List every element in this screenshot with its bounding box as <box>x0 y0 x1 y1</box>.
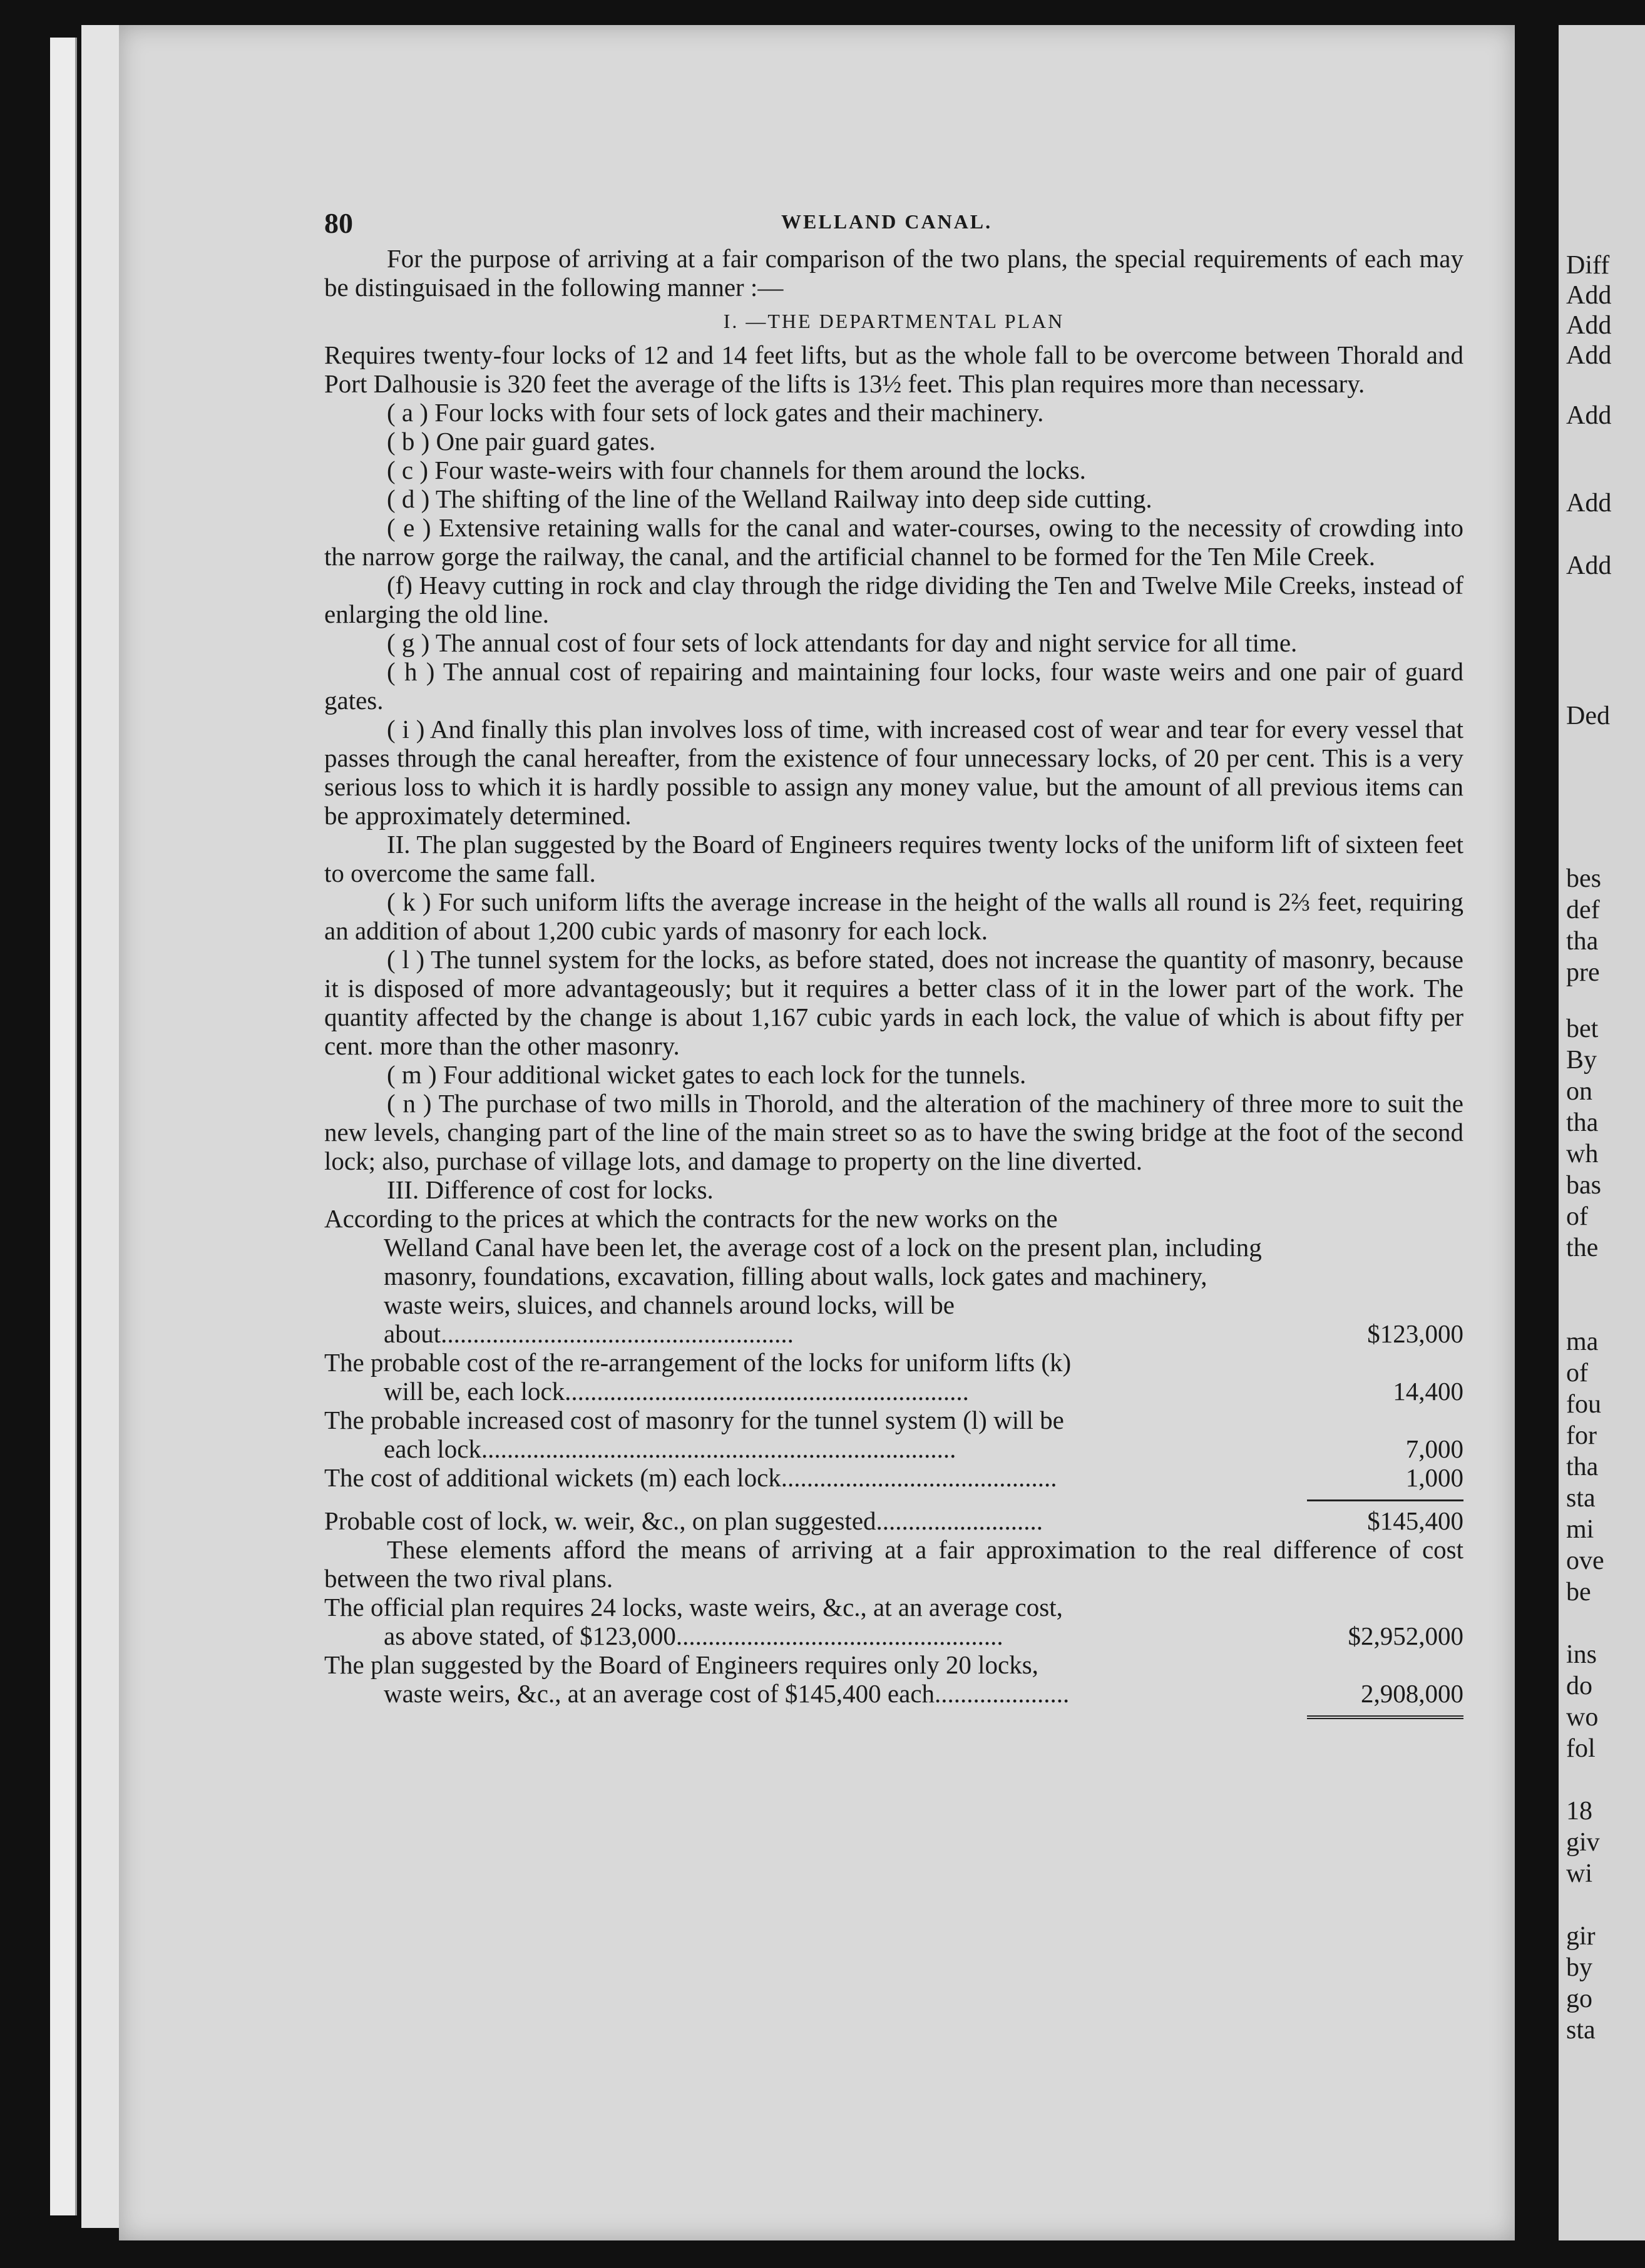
section-heading: I. —THE DEPARTMENTAL PLAN <box>723 310 1065 332</box>
fragment: ma <box>1566 1327 1599 1356</box>
fragment: Add <box>1566 311 1612 340</box>
list-item: ( h ) The annual cost of repairing and maintaining four locks, four waste weirs and one pair of guard gates. <box>324 657 1463 715</box>
page-number: 80 <box>324 207 353 239</box>
cost-amount: 7,000 <box>1405 1434 1463 1463</box>
fragment: fol <box>1566 1734 1596 1763</box>
cost-label: The cost of additional wickets (m) each lock........................................... <box>324 1463 1057 1492</box>
fragment: go <box>1566 1984 1592 2013</box>
list-item: ( n ) The purchase of two mills in Thorold, and the alteration of the machinery of three more to suit the new levels, changing part of the line of the main street so as to have the swing bridge at the foot of the second lock; also, purchase of village lots, and damage to property on the line diverted. <box>324 1089 1463 1175</box>
page-header <box>324 207 1463 244</box>
list-item: ( c ) Four waste-weirs with four channels for them around the locks. <box>387 456 1086 484</box>
comparison-label: The plan suggested by the Board of Engineers requires only 20 locks, <box>324 1650 1038 1679</box>
fragment: Add <box>1566 489 1612 518</box>
comparison-row <box>324 1650 1463 1679</box>
fragment: wo <box>1566 1703 1599 1732</box>
fragment: the <box>1566 1234 1599 1262</box>
list-item: ( a ) Four locks with four sets of lock gates and their machinery. <box>387 398 1044 427</box>
sum-rule <box>1307 1499 1463 1501</box>
fragment: fou <box>1566 1390 1601 1419</box>
fragment: for <box>1566 1421 1597 1450</box>
fragment: be <box>1566 1578 1591 1606</box>
fragment: Add <box>1566 341 1612 370</box>
fragment: bas <box>1566 1171 1601 1200</box>
cost-amount: $123,000 <box>1367 1319 1463 1348</box>
fragment: mi <box>1566 1515 1594 1544</box>
section-heading: III. Difference of cost for locks. <box>387 1175 714 1204</box>
comparison-label: waste weirs, &c., at an average cost of $145,400 each..................... <box>384 1679 1070 1708</box>
fragment: do <box>1566 1672 1592 1700</box>
list-item: (f) Heavy cutting in rock and clay through the ridge dividing the Ten and Twelve Mile Creeks, instead of enlarging the old line. <box>324 571 1463 628</box>
fragment: wi <box>1566 1859 1592 1888</box>
cost-amount: 14,400 <box>1393 1377 1463 1406</box>
cost-row <box>324 1233 1463 1348</box>
section-paragraph: II. The plan suggested by the Board of Engineers requires twenty locks of the uniform lift of sixteen feet to overcome the same fall. <box>324 830 1463 887</box>
list-item: ( b ) One pair guard gates. <box>387 427 656 456</box>
comparison-amount: 2,908,000 <box>1361 1679 1463 1708</box>
fragment: on <box>1566 1077 1592 1106</box>
fragment: ins <box>1566 1640 1597 1669</box>
fragment: wh <box>1566 1140 1599 1168</box>
total-label: Probable cost of lock, w. weir, &c., on plan suggested.......................... <box>324 1506 1043 1535</box>
list-item: ( l ) The tunnel system for the locks, as before stated, does not increase the quantity of masonry, because it is disposed of more advantageously; but it requires a better class of it in the lower part of the work. The quantity affected by the change is about 1,167 cubic yards in each lock, the value of which is about fifty per cent. more than the other masonry. <box>324 945 1463 1060</box>
fragment: Add <box>1566 281 1612 310</box>
fragment: sta <box>1566 1484 1596 1513</box>
fragment: pre <box>1566 958 1600 987</box>
facing-page-fragment <box>1559 25 1645 2240</box>
cost-row <box>324 1204 1463 1233</box>
total-amount: $145,400 <box>1367 1506 1463 1535</box>
fragment: By <box>1566 1046 1597 1075</box>
fragment: tha <box>1566 1108 1599 1137</box>
comparison-amount: $2,952,000 <box>1348 1622 1463 1650</box>
fragment: Add <box>1566 401 1612 430</box>
list-item: ( g ) The annual cost of four sets of lock attendants for day and night service for all time. <box>387 628 1298 657</box>
comparison-row <box>324 1593 1463 1622</box>
fragment: bet <box>1566 1014 1599 1043</box>
cost-amount: 1,000 <box>1405 1463 1463 1492</box>
list-item: ( d ) The shifting of the line of the Welland Railway into deep side cutting. <box>387 484 1152 513</box>
running-title: WELLAND CANAL. <box>781 210 993 233</box>
cost-row <box>324 1348 1463 1377</box>
cost-row <box>324 1377 1463 1406</box>
list-item: ( m ) Four additional wicket gates to each lock for the tunnels. <box>387 1060 1027 1089</box>
cost-row <box>324 1463 1463 1492</box>
comparison-row <box>324 1622 1463 1650</box>
fragment: Ded <box>1566 702 1610 730</box>
cost-row <box>324 1406 1463 1434</box>
fragment: sta <box>1566 2016 1596 2045</box>
fragment: Diff <box>1566 251 1610 280</box>
cost-row <box>324 1434 1463 1463</box>
closing-paragraph: These elements afford the means of arriving at a fair approximation to the real difference of cost between the two rival plans. <box>324 1535 1463 1593</box>
list-item: ( k ) For such uniform lifts the average increase in the height of the walls all round is 2⅔ feet, requiring an addition of about 1,200 cubic yards of masonry for each lock. <box>324 887 1463 945</box>
fragment: of <box>1566 1202 1588 1231</box>
final-rule <box>1307 1715 1463 1719</box>
cost-label: According to the prices at which the contracts for the new works on the <box>324 1204 1058 1233</box>
section-paragraph: Requires twenty-four locks of 12 and 14 feet lifts, but as the whole fall to be overcome between Thorald and Port Dalhousie is 320 feet the average of the lifts is 13½ feet. This plan requires more than necessary. <box>324 340 1463 398</box>
fragment: def <box>1566 896 1600 924</box>
fragment: by <box>1566 1953 1592 1982</box>
cost-label: The probable increased cost of masonry for the tunnel system (l) will be <box>324 1406 1064 1434</box>
fragment: tha <box>1566 1453 1599 1481</box>
fragment: 18 <box>1566 1797 1592 1826</box>
intro-paragraph: For the purpose of arriving at a fair comparison of the two plans, the special requirements of each may be distinguisaed in the following manner :— <box>324 244 1463 302</box>
cost-label: will be, each lock............................................................... <box>384 1377 969 1406</box>
fragment: ove <box>1566 1546 1604 1575</box>
page-edge <box>50 38 77 2215</box>
list-item: ( e ) Extensive retaining walls for the canal and water-courses, owing to the necessity of crowding into the narrow gorge the railway, the canal, and the artificial channel to be formed for the Ten Mile Creek. <box>324 513 1463 571</box>
cost-label: The probable cost of the re-arrangement of the locks for uniform lifts (k) <box>324 1348 1072 1377</box>
fragment: Add <box>1566 551 1612 580</box>
fragment: of <box>1566 1359 1588 1387</box>
page-edge-inner <box>81 25 120 2228</box>
fragment: giv <box>1566 1828 1600 1857</box>
comparison-row <box>324 1679 1463 1708</box>
page-content <box>324 207 1463 1724</box>
fragment: gir <box>1566 1922 1596 1951</box>
fragment: tha <box>1566 927 1599 956</box>
list-item: ( i ) And finally this plan involves loss of time, with increased cost of wear and tear for every vessel that passes through the canal hereafter, from the existence of four unnecessary locks, of 20 per cent. This is a very serious loss to which it is hardly possible to assign any money value, but the amount of all previous items can be approximately determined. <box>324 715 1463 830</box>
comparison-label: The official plan requires 24 locks, waste weirs, &c., at an average cost, <box>324 1593 1063 1622</box>
total-row <box>324 1506 1463 1535</box>
comparison-label: as above stated, of $123,000................................................... <box>384 1622 1003 1650</box>
fragment: bes <box>1566 864 1601 893</box>
cost-label: Welland Canal have been let, the average cost of a lock on the present plan, including masonry, foundations, excavation, filling about walls, lock gates and machinery, waste weirs, sluices, and channels around locks, will be about....................................................... <box>384 1233 1262 1348</box>
cost-label: each lock.......................................................................... <box>384 1434 956 1463</box>
